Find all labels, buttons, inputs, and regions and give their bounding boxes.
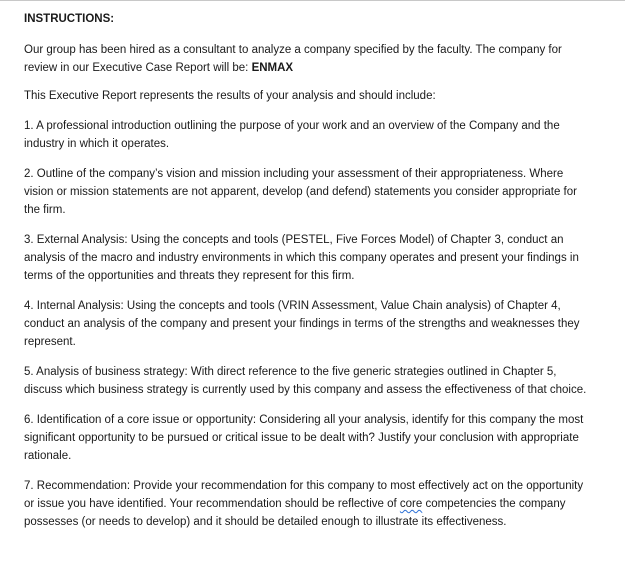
instruction-item-3: 3. External Analysis: Using the concepts and tools (PESTEL, Five Forces Model) of Chapter 3, conduct an analysis of the macro and industry environments in which this company operates and present your findings in terms of the opportunities and threats they represent for this firm.: [24, 234, 579, 282]
instruction-item-5: 5. Analysis of business strategy: With direct reference to the five generic strategies outlined in Chapter 5, discuss which business strategy is currently used by this company and assess the effectiveness of that choice.: [24, 366, 587, 396]
item-7-text-after: competencies the company possesses (or needs to develop) and it should be detailed enough to illustrate its effectiveness.: [24, 498, 566, 528]
instruction-item-1: 1. A professional introduction outlining the purpose of your work and an overview of the Company and the industry in which it operates.: [24, 120, 560, 150]
company-name: ENMAX: [251, 62, 294, 74]
report-intro-paragraph: This Executive Report represents the results of your analysis and should include:: [24, 90, 436, 102]
instruction-item-6: 6. Identification of a core issue or opportunity: Considering all your analysis, identify for this company the most significant opportunity to be pursued or critical issue to be dealt with? Justify your conclusion with appropriate rationale.: [24, 414, 584, 462]
instruction-item-2: 2. Outline of the company’s vision and mission including your assessment of their appropriateness. Where vision or mission statements are not apparent, develop (and defend) statements you consider appropriate for the firm.: [24, 168, 577, 216]
instructions-heading: INSTRUCTIONS:: [24, 13, 115, 25]
intro-paragraph: [24, 41, 595, 77]
spellcheck-flagged-word[interactable]: core: [399, 498, 423, 510]
item-7-text-before: 7. Recommendation: Provide your recommendation for this company to most effectively act on the opportunity or issue you have identified. Your recommendation should be reflective of: [24, 480, 584, 510]
instruction-item-4: 4. Internal Analysis: Using the concepts and tools (VRIN Assessment, Value Chain analysis) of Chapter 4, conduct an analysis of the company and present your findings in terms of the strengths and weaknesses they represent.: [24, 300, 580, 348]
intro-text: Our group has been hired as a consultant to analyze a company specified by the faculty. The company for review in our Executive Case Report will be:: [24, 44, 562, 74]
instruction-item-7: [24, 477, 595, 531]
